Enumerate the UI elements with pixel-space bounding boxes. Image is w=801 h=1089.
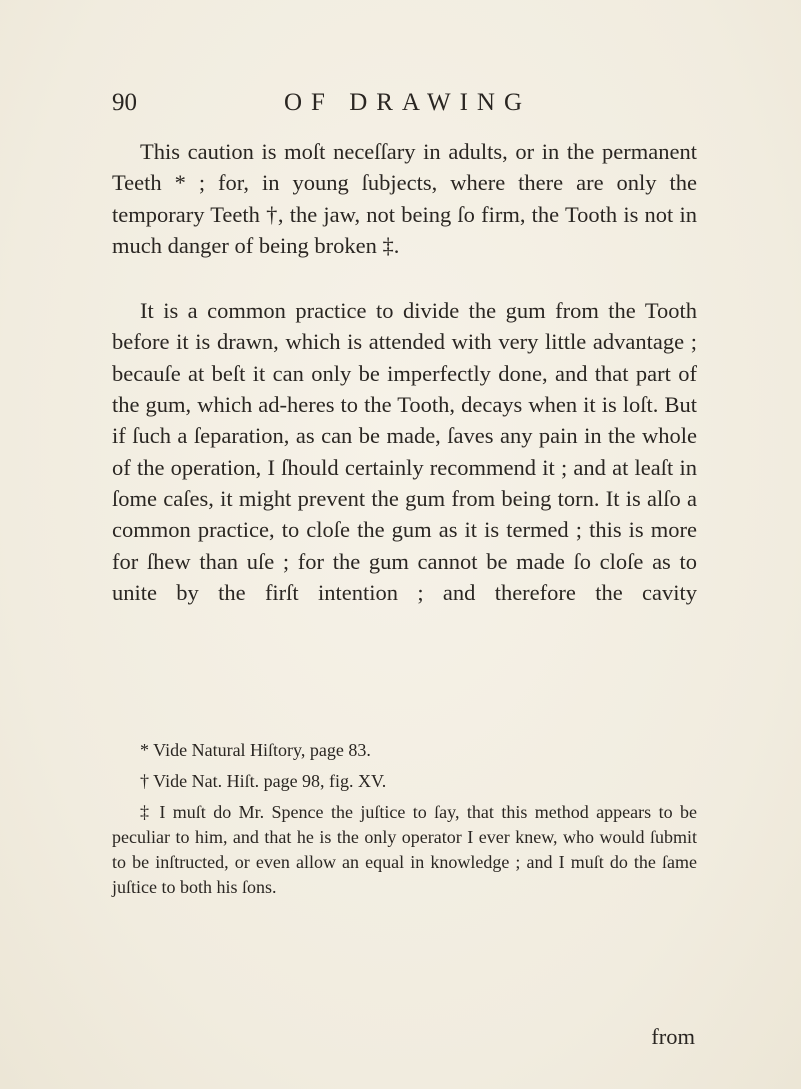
page-number: 90 [112,89,137,116]
footnote: ‡ I muſt do Mr. Spence the juſtice to ſay, that this method appears to be peculiar to him, and that he is the only operator I ever knew, who would ſubmit to be inſtructed, or even allow an equal in knowledge ; and I muſt do the ſame juſtice to both his ſons. [112,802,697,897]
footnote: * Vide Natural Hiſtory, page 83. [140,740,371,760]
footnotes [112,738,697,900]
body-text [112,136,697,608]
running-title: OF DRAWING [284,89,532,116]
paragraph: It is a common practice to divide the gum from the Tooth before it is drawn, which is attended with very little advantage ; becauſe at beſt it can only be imperfectly done, and that part of the gum, which ad-heres to the Tooth, decays when it is loſt. But if ſuch a ſeparation, as can be made, ſaves any pain in the whole of the operation, I ſhould certainly recommend it ; and at leaſt in ſome caſes, it might prevent the gum from being torn. It is alſo a common practice, to cloſe the gum as it is termed ; this is more for ſhew than uſe ; for the gum cannot be made ſo cloſe as to unite by the firſt intention ; and therefore the cavity [112,298,697,605]
footnote: † Vide Nat. Hiſt. page 98, fig. XV. [140,771,387,791]
running-head [112,88,712,124]
catchword: from [651,1024,695,1049]
paragraph: This caution is moſt neceſſary in adults, or in the permanent Teeth * ; for, in young ſubjects, where there are only the temporary Teeth †, the jaw, not being ſo firm, the Tooth is not in much danger of being broken ‡. [112,139,697,258]
